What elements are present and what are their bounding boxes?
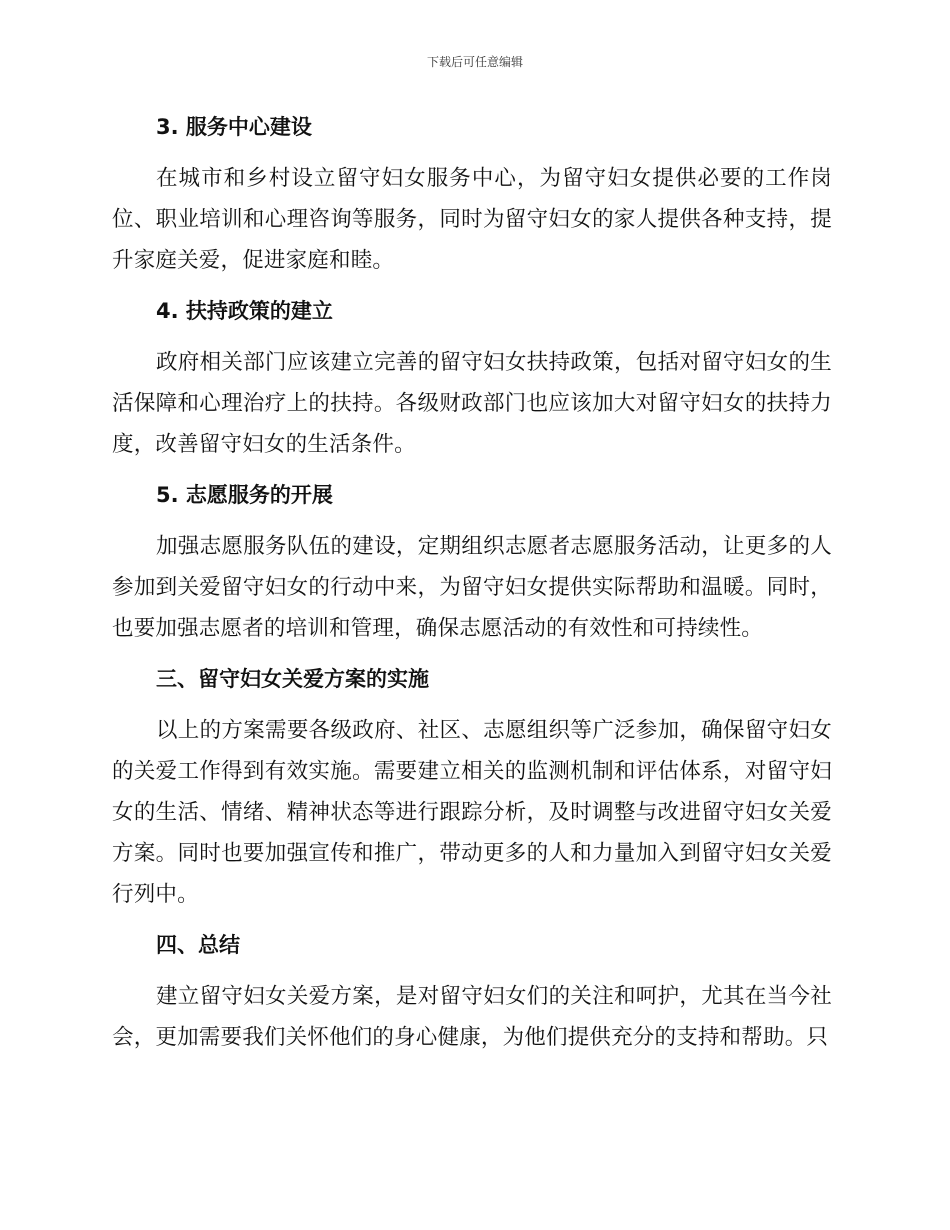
section-paragraph-volunteer-service: 加强志愿服务队伍的建设，定期组织志愿者志愿服务活动，让更多的人参加到关爱留守妇女的行动中来，为留守妇女提供实际帮助和温暖。同时，也要加强志愿者的培训和管理，确保志愿活动的有效性和可持续性。 (112, 534, 832, 641)
page-header: 下载后可任意编辑 (426, 55, 523, 69)
section-heading-volunteer-service: 5. 志愿服务的开展 (156, 483, 333, 507)
section-heading-summary: 四、总结 (156, 933, 240, 957)
section-heading-implementation: 三、留守妇女关爱方案的实施 (156, 667, 429, 691)
section-paragraph-summary: 建立留守妇女关爱方案，是对留守妇女们的关注和呵护，尤其在当今社会，更加需要我们关怀他们的身心健康，为他们提供充分的支持和帮助。只 (112, 984, 832, 1050)
section-heading-service-center: 3. 服务中心建设 (156, 115, 312, 139)
section-heading-support-policy: 4. 扶持政策的建立 (156, 299, 333, 323)
section-paragraph-service-center: 在城市和乡村设立留守妇女服务中心，为留守妇女提供必要的工作岗位、职业培训和心理咨询等服务，同时为留守妇女的家人提供各种支持，提升家庭关爱，促进家庭和睦。 (112, 166, 832, 273)
section-paragraph-support-policy: 政府相关部门应该建立完善的留守妇女扶持政策，包括对留守妇女的生活保障和心理治疗上的扶持。各级财政部门也应该加大对留守妇女的扶持力度，改善留守妇女的生活条件。 (112, 350, 832, 457)
section-paragraph-implementation: 以上的方案需要各级政府、社区、志愿组织等广泛参加，确保留守妇女的关爱工作得到有效实施。需要建立相关的监测机制和评估体系，对留守妇女的生活、情绪、精神状态等进行跟踪分析，及时调整与改进留守妇女关爱方案。同时也要加强宣传和推广，带动更多的人和力量加入到留守妇女关爱行列中。 (112, 718, 832, 907)
document-body (112, 108, 832, 1069)
